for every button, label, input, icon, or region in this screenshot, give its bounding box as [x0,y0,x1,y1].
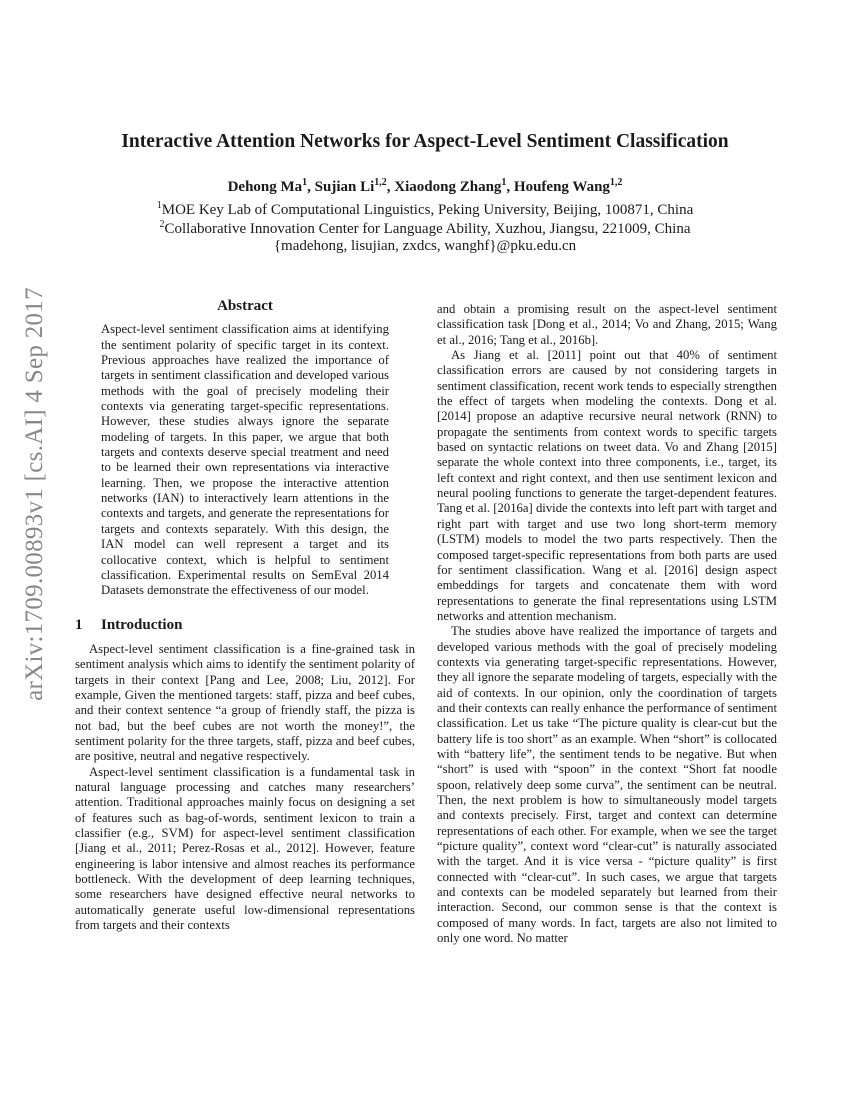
author-affil-mark: 1 [302,177,308,188]
affiliation-2 [0,219,850,238]
section-number: 1 [75,616,83,633]
section-heading [75,618,415,633]
author-name: Xiaodong Zhang [394,179,502,195]
affil-text: MOE Key Lab of Computational Linguistics, Peking University, Beijing, 100871, China [161,202,694,218]
affil-text: Collaborative Innovation Center for Language Ability, Xuzhou, Jiangsu, 221009, China [164,221,691,237]
arxiv-identifier-stamp [6,287,64,701]
intro-paragraph-continued: and obtain a promising result on the aspect-level sentiment classification task [Dong et al., 2014; Vo and Zhang, 2015; Wang et al., 2016; Tang et al., 2016b]. [437,302,777,347]
author-name: Sujian Li [314,179,375,195]
intro-paragraph-3: As Jiang et al. [2011] point out that 40% of sentiment classification errors are caused by not considering targets in sentiment classification, recent work tends to especially strengthen the effect of targets when modeling the contexts. Dong et al. [2014] propose an adaptive recursive neural network (RNN) to propagate the sentiments from context words to specific targets based on syntactic relations on tweet data. Vo and Zhang [2015] separate the whole context into three components, i.e., target, its left context and right context, and then use sentiment lexicon and neural pooling functions to generate the target-dependent features. Tang et al. [2016a] divide the contexts into left part with target and right part with target and use two long short-term memory (LSTM) models to model the two parts respectively. Then the composed target-specific representations from both parts are used for sentiment classification. Wang et al. [2016] design aspect embeddings for targets and concatenate them with word representations to generate the final representations using LSTM networks and attention mechanism. [437,348,777,623]
left-column [75,299,415,933]
author-email: {madehong, lisujian, zxdcs, wanghf}@pku.edu.cn [273,238,577,254]
author-affil-mark: 1,2 [609,177,623,188]
author-affil-mark: 1,2 [374,177,387,188]
abstract-text: Aspect-level sentiment classification aims at identifying the sentiment polarity of specific target in its context. Previous approaches have realized the importance of targets in sentiment classification and developed various methods with the goal of precisely modeling their contexts via generating target-specific representations. However, these studies always ignore the separate modeling of targets. In this paper, we argue that both targets and contexts deserve special treatment and need to be learned their own representations via interactive learning. Then, we propose the interactive attention networks (IAN) to interactively learn attentions in the contexts and targets, and generate the representations for targets and contexts separately. With this design, the IAN model can well represent a target and its collocative context, which is helpful to sentiment classification. Experimental results on SemEval 2014 Datasets demonstrate the effectiveness of our model. [101,322,389,598]
author-name: Dehong Ma [227,179,303,195]
paper-title: Interactive Attention Networks for Aspect-Level Sentiment Classification [121,131,729,152]
arxiv-id-text: arXiv:1709.00893v1 [cs.AI] 4 Sep 2017 [21,287,48,701]
author-affil-mark: 1 [501,177,507,188]
intro-paragraph-1: Aspect-level sentiment classification is a fine-grained task in sentiment analysis which aims to identify the sentiment polarity of targets in their context [Pang and Lee, 2008; Liu, 2012]. For example, Given the mentioned targets: staff, pizza and beef cubes, and their context sentence “a group of friendly staff, the pizza is not bad, but the beef cubes are not worth the money!”, the sentiment polarity for the three targets, staff, pizza and beef cubes, are positive, neutral and negative respectively. [75,641,415,764]
intro-paragraph-2: Aspect-level sentiment classification is a fundamental task in natural language processing and catches many researchers’ attention. Traditional approaches mainly focus on designing a set of features such as bag-of-words, sentiment lexicon to train a classifier (e.g., SVM) for aspect-level sentiment classification [Jiang et al., 2011; Perez-Rosas et al., 2012]. However, feature engineering is labor intensive and almost reaches its performance bottleneck. With the development of deep learning techniques, some researchers have designed effective neural networks to automatically generate useful low-dimensional representations from targets and their contexts [75,764,415,933]
affil-mark: 1 [156,200,162,211]
author-name: Houfeng Wang [513,179,610,195]
section-title: Introduction [101,616,183,633]
right-column [437,302,777,946]
affiliation-1 [0,200,850,219]
intro-paragraph-4: The studies above have realized the importance of targets and developed various methods with the goal of precisely modeling contexts via generating target-specific representations. However, they all ignore the separate modeling of targets, especially with the aid of contexts. In our opinion, only the coordination of targets and their contexts can really enhance the performance of sentiment classification. Let us take “The picture quality is clear-cut but the battery life is too short” as an example. When “short” is collocated with “battery life”, the sentiment tends to be negative. But when “short” is used with “spoon” in the context “Short fat noodle spoon, relatively deep some curva”, the sentiment can be neutral. Then, the next problem is how to simultaneously model targets and contexts precisely. First, target and context can determine representations of each other. For example, when we see the target “picture quality”, context word “clear-cut” is naturally associated with the target. And it is vice versa - “picture quality” is first connected with “clear-cut”. In such cases, we argue that targets and contexts can be modeled separately but learned from their interaction. Second, our common sense is that the context is composed of many words. In fact, targets are also not limited to only one word. No matter [437,624,777,946]
abstract-heading: Abstract [217,298,273,314]
affil-mark: 2 [159,219,165,230]
author-line: Dehong Ma$^1$, Sujian Li$^{1,2}$, Xiaodong Zhang$^1$, Houfeng Wang$^{1,2}$ [227,177,623,195]
